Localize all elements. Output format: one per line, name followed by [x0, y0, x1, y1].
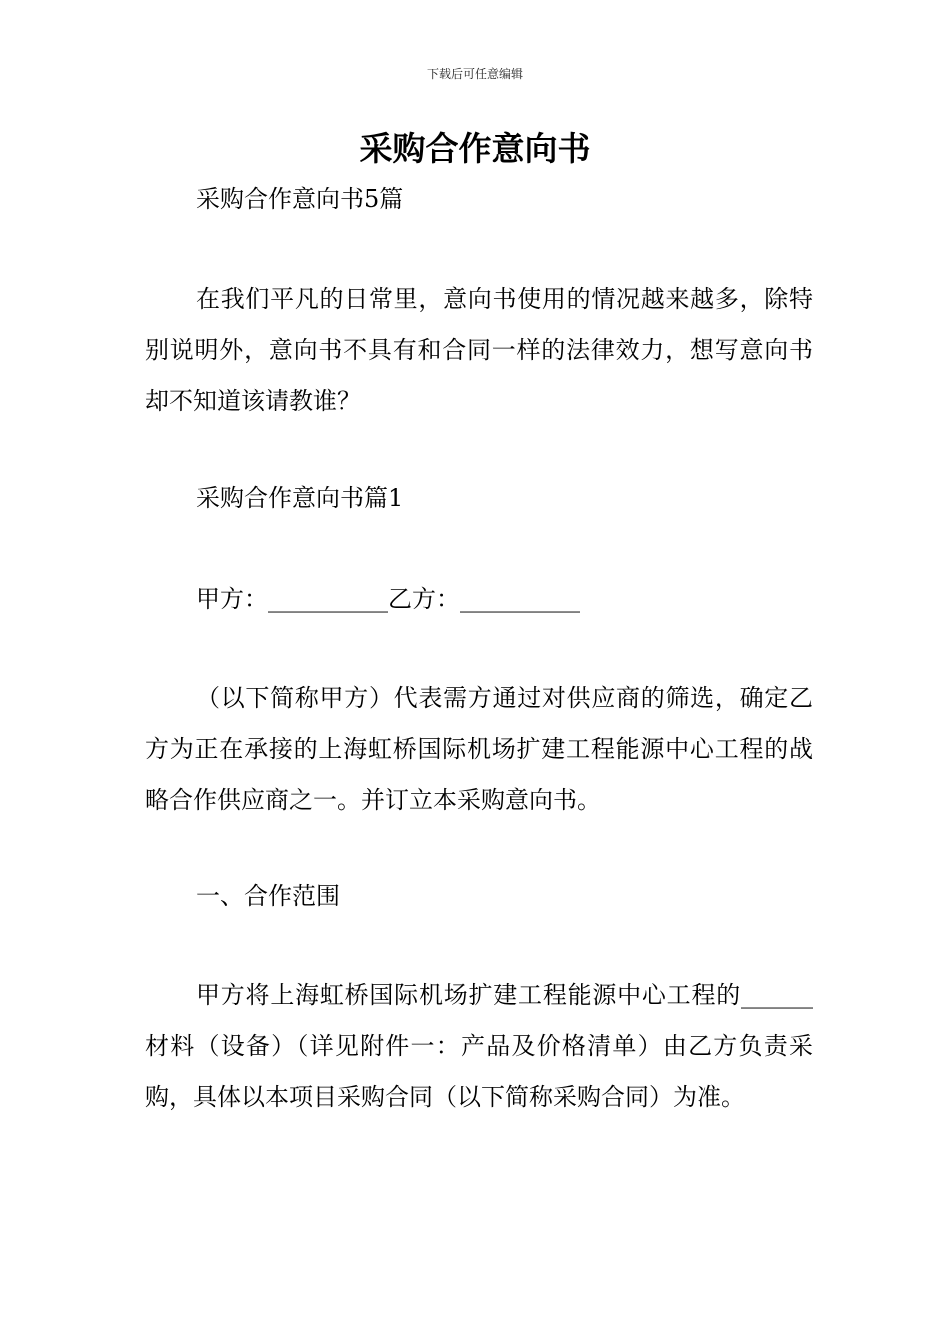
intro-paragraph: 在我们平凡的日常里，意向书使用的情况越来越多，除特别说明外，意向书不具有和合同一样的法律效力，想写意向书却不知道该请教谁？: [145, 285, 813, 415]
document-subtitle: 采购合作意向书5篇: [196, 185, 404, 213]
parties-line: 甲方：__________乙方：__________: [196, 585, 580, 613]
section-heading: 采购合作意向书篇1: [196, 484, 404, 512]
clause-body: 甲方将上海虹桥国际机场扩建工程能源中心工程的______材料（设备）（详见附件一：产品及价格清单）由乙方负责采购，具体以本项目采购合同（以下简称采购合同）为准。: [145, 981, 813, 1111]
header-note: 下载后可任意编辑: [426, 67, 523, 81]
clause-heading: 一、合作范围: [196, 882, 340, 910]
document-title: 采购合作意向书: [359, 129, 591, 168]
purpose-paragraph: （以下简称甲方）代表需方通过对供应商的筛选，确定乙方为正在承接的上海虹桥国际机场扩建工程能源中心工程的战略合作供应商之一。并订立本采购意向书。: [145, 684, 813, 814]
